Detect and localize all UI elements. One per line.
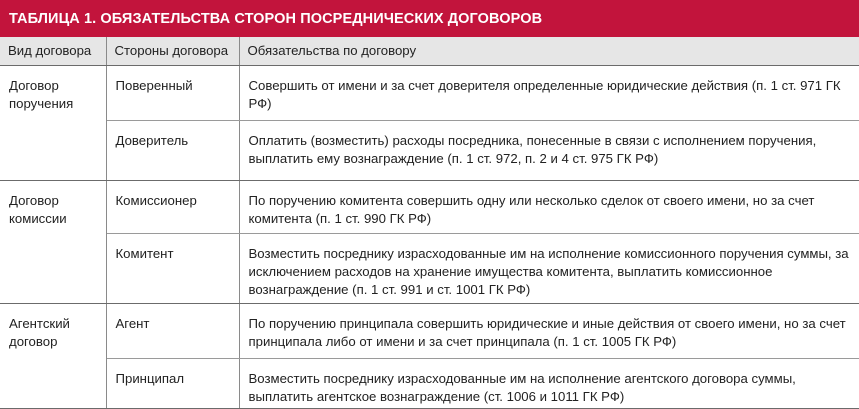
party-cell: Комитент [106,233,239,303]
contract-type-cell: Агентский договор [0,303,106,408]
obligation-cell: Оплатить (возместить) расходы посредника, понесенные в связи с исполнением поручения, выплатить ему вознаграждение (п. 1 ст. 972, п. 2 и 4 ст. 975 ГК РФ) [239,120,859,180]
table-title: ТАБЛИЦА 1. ОБЯЗАТЕЛЬСТВА СТОРОН ПОСРЕДНИЧЕСКИХ ДОГОВОРОВ [0,0,859,37]
column-header-contract-type: Вид договора [0,37,106,65]
obligation-cell: По поручению комитента совершить одну или несколько сделок от своего имени, но за счет комитента (п. 1 ст. 990 ГК РФ) [239,180,859,233]
party-cell: Агент [106,303,239,358]
table-row [0,180,859,233]
table-row [0,65,859,120]
party-cell: Поверенный [106,65,239,120]
table-row [0,233,859,303]
table-row [0,120,859,180]
contract-type-cell: Договор поручения [0,65,106,180]
obligation-cell: Возместить посреднику израсходованные им на исполнение комиссионного поручения суммы, за исключением расходов на хранение имущества комитента, выплатить комиссионное вознаграждение (п. 1 ст. 991 и ст. 1001 ГК РФ) [239,233,859,303]
column-header-obligations: Обязательства по договору [239,37,859,65]
column-header-parties: Стороны договора [106,37,239,65]
party-cell: Доверитель [106,120,239,180]
header-row [0,37,859,65]
obligations-table [0,37,859,409]
party-cell: Комиссионер [106,180,239,233]
obligation-cell: По поручению принципала совершить юридические и иные действия от своего имени, но за счет принципала либо от имени и за счет принципала (п. 1 ст. 1005 ГК РФ) [239,303,859,358]
contract-type-cell: Договор комиссии [0,180,106,303]
obligation-cell: Совершить от имени и за счет доверителя определенные юридические действия (п. 1 ст. 971 ГК РФ) [239,65,859,120]
table-row [0,303,859,358]
obligation-cell: Возместить посреднику израсходованные им на исполнение агентского договора суммы, выплатить агентское вознаграждение (ст. 1006 и 1011 ГК РФ) [239,358,859,408]
party-cell: Принципал [106,358,239,408]
table-row [0,358,859,408]
